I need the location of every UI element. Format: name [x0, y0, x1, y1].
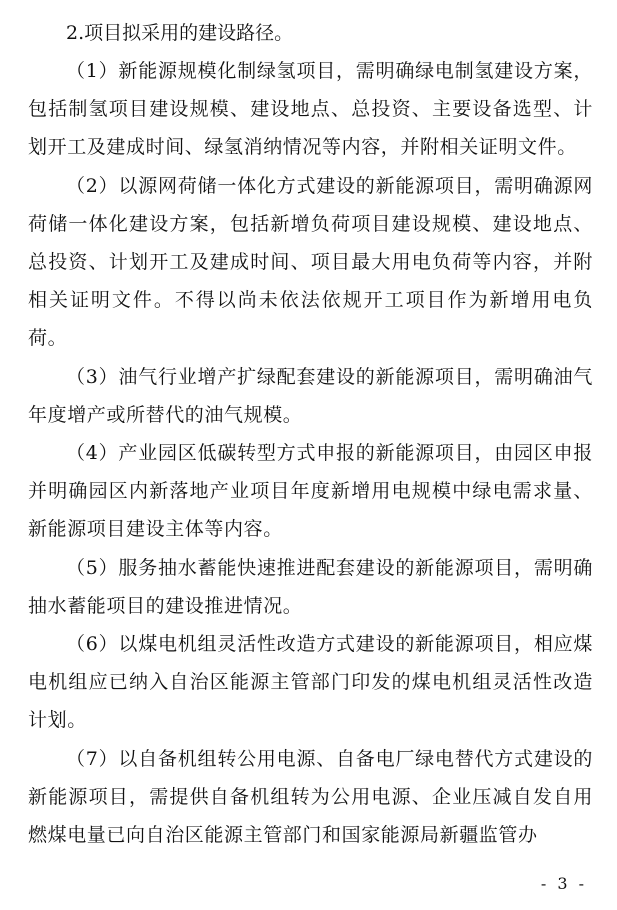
paragraph-7: （7）以自备机组转公用电源、自备电厂绿电替代方式建设的新能源项目，需提供自备机组转为公用电源、企业压减自发自用燃煤电量已向自治区能源主管部门和国家能源局新疆监管办: [28, 747, 593, 847]
document-body: [28, 14, 593, 854]
page-number: - 3 -: [540, 874, 587, 893]
paragraph-6: （6）以煤电机组灵活性改造方式建设的新能源项目，相应煤电机组应已纳入自治区能源主管部门印发的煤电机组灵活性改造计划。: [28, 633, 593, 732]
paragraph-3: （3）油气行业增产扩绿配套建设的新能源项目，需明确油气年度增产或所替代的油气规模。: [28, 365, 593, 426]
paragraph-4: （4）产业园区低碳转型方式申报的新能源项目，由园区申报并明确园区内新落地产业项目年度新增用电规模中绿电需求量、新能源项目建设主体等内容。: [28, 442, 593, 541]
paragraph-2: （2）以源网荷储一体化方式建设的新能源项目，需明确源网荷储一体化建设方案，包括新增负荷项目建设规模、建设地点、总投资、计划开工及建成时间、项目最大用电负荷等内容，并附相关证明文件。不得以尚未依法依规开工项目作为新增用电负荷。: [28, 174, 593, 350]
section-heading: 2.项目拟采用的建设路径。: [66, 22, 294, 44]
paragraph-1: （1）新能源规模化制绿氢项目，需明确绿电制氢建设方案，包括制氢项目建设规模、建设地点、总投资、主要设备选型、计划开工及建成时间、绿氢消纳情况等内容，并附相关证明文件。: [28, 60, 593, 159]
paragraph-5: （5）服务抽水蓄能快速推进配套建设的新能源项目，需明确抽水蓄能项目的建设推进情况。: [28, 556, 593, 617]
